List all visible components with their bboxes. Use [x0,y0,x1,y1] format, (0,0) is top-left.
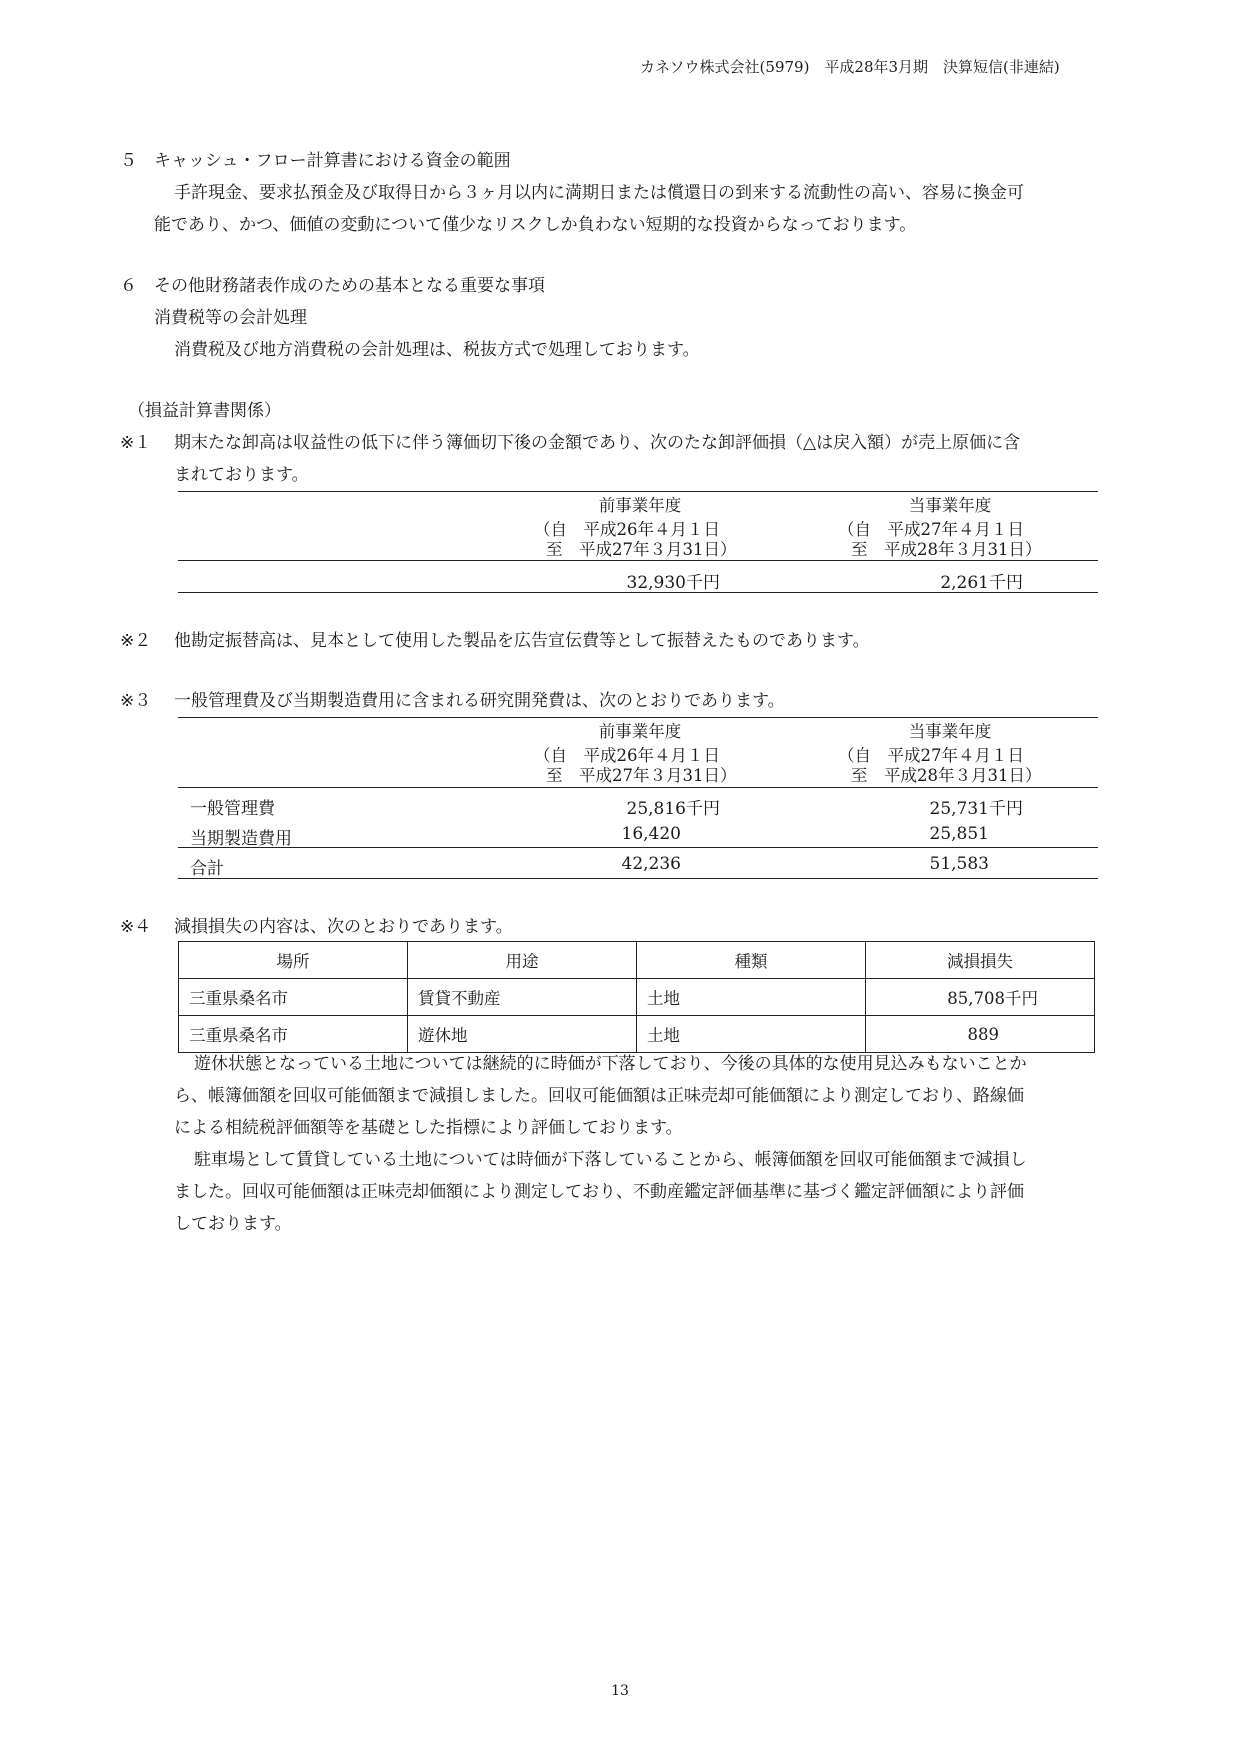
note-3-row-label: 当期製造費用 [190,829,292,849]
note-1-table-header-rule [178,560,1098,561]
note-1-prev-from: （自 平成26年４月１日 [534,520,720,539]
note-4-para2-line2: ました。回収可能価額は正味売却価額により測定しており、不動産鑑定評価基準に基づく鑑定評価額により評価 [174,1182,1024,1202]
note-1-prev-to: 至 平成27年３月31日） [546,540,737,559]
table-cell: 三重県桑名市 [179,1016,408,1053]
note-1-table-top-rule [178,491,1098,492]
note-1-prev-title: 前事業年度 [598,496,682,515]
note-3-prev-from: （自 平成26年４月１日 [534,746,720,765]
note-3-subtotal-rule [178,847,1098,848]
note-3-row-prev: 42,236 [621,854,681,874]
pl-heading: （損益計算書関係） [128,401,281,421]
note-4-para1-line2: ら、帳簿価額を回収可能価額まで減損しました。回収可能価額は正味売却可能価額により測定しており、路線価 [174,1086,1024,1106]
impairment-table [178,941,1095,1053]
table-cell: 三重県桑名市 [179,979,408,1016]
note-3-row-curr: 51,583 [929,854,989,874]
note-1-mark: ※１ [120,433,152,453]
table-cell: 85,708千円 [866,979,1095,1016]
table-cell: 889 [866,1016,1095,1053]
table-cell: 賃貸不動産 [408,979,637,1016]
note-3-row-prev: 16,420 [621,824,681,844]
note-3-row-label: 合計 [190,859,224,879]
table-header-cell: 用途 [408,942,637,979]
table-cell: 土地 [637,1016,866,1053]
note-3-row-curr: 25,851 [929,824,989,844]
note-1-curr-title: 当事業年度 [908,496,992,515]
page-header: カネソウ株式会社(5979) 平成28年3月期 決算短信(非連結) [640,58,1060,76]
table-header-cell: 場所 [179,942,408,979]
note-1-curr-value: 2,261千円 [940,573,1023,593]
note-3-row-label: 一般管理費 [190,799,275,819]
note-1-curr-from: （自 平成27年４月１日 [838,520,1024,539]
note-3-table-bottom-rule [178,878,1098,879]
note-4-text: 減損損失の内容は、次のとおりであります。 [174,917,513,937]
note-3-mark: ※３ [120,691,152,711]
table-header-cell: 種類 [637,942,866,979]
table-cell: 土地 [637,979,866,1016]
note-1-table-bottom-rule [178,592,1098,593]
note-2-mark: ※２ [120,631,152,651]
note-1-text-line2: まれております。 [174,465,309,485]
table-header-cell: 減損損失 [866,942,1095,979]
note-3-curr-title: 当事業年度 [908,722,992,741]
note-3-row-curr: 25,731千円 [929,799,1023,819]
note-3-prev-title: 前事業年度 [598,722,682,741]
note-3-curr-to: 至 平成28年３月31日） [851,766,1042,785]
section-5-body-line1: 手許現金、要求払預金及び取得日から３ヶ月以内に満期日または償還日の到来する流動性の高い、容易に換金可 [174,183,1024,203]
note-3-table-top-rule [178,717,1098,718]
section-6-subtitle: 消費税等の会計処理 [154,308,307,328]
note-4-para2-line1: 駐車場として賃貸している土地については時価が下落していることから、帳簿価額を回収可能価額まで減損し [194,1150,1027,1170]
section-6-title: その他財務諸表作成のための基本となる重要な事項 [154,276,545,296]
table-header-row [179,942,1095,979]
note-3-table-header-rule [178,787,1098,788]
note-1-curr-to: 至 平成28年３月31日） [851,540,1042,559]
note-2-text: 他勘定振替高は、見本として使用した製品を広告宣伝費等として振替えたものであります。 [174,631,870,651]
table-cell: 遊休地 [408,1016,637,1053]
table-row [179,1016,1095,1053]
note-4-mark: ※４ [120,917,152,937]
note-4-para2-line3: しております。 [174,1214,292,1234]
section-5-number: ５ [120,151,137,171]
table-row [179,979,1095,1016]
section-6-body: 消費税及び地方消費税の会計処理は、税抜方式で処理しております。 [174,340,700,360]
note-3-curr-from: （自 平成27年４月１日 [838,746,1024,765]
note-3-text: 一般管理費及び当期製造費用に含まれる研究開発費は、次のとおりであります。 [174,691,785,711]
note-1-prev-value: 32,930千円 [626,573,720,593]
note-4-para1-line3: による相続税評価額等を基礎とした指標により評価しております。 [174,1118,683,1138]
note-1-text-line1: 期末たな卸高は収益性の低下に伴う簿価切下後の金額であり、次のたな卸評価損（△は戻入額）が売上原価に含 [174,433,1021,453]
section-5-title: キャッシュ・フロー計算書における資金の範囲 [154,151,511,171]
note-3-row-prev: 25,816千円 [626,799,720,819]
section-6-number: ６ [120,276,137,296]
note-4-para1-line1: 遊休状態となっている土地については継続的に時価が下落しており、今後の具体的な使用見込みもないことか [194,1054,1027,1074]
note-3-prev-to: 至 平成27年３月31日） [546,766,737,785]
page-number: 13 [611,1683,629,1699]
section-5-body-line2: 能であり、かつ、価値の変動について僅少なリスクしか負わない短期的な投資からなっております。 [154,215,917,235]
